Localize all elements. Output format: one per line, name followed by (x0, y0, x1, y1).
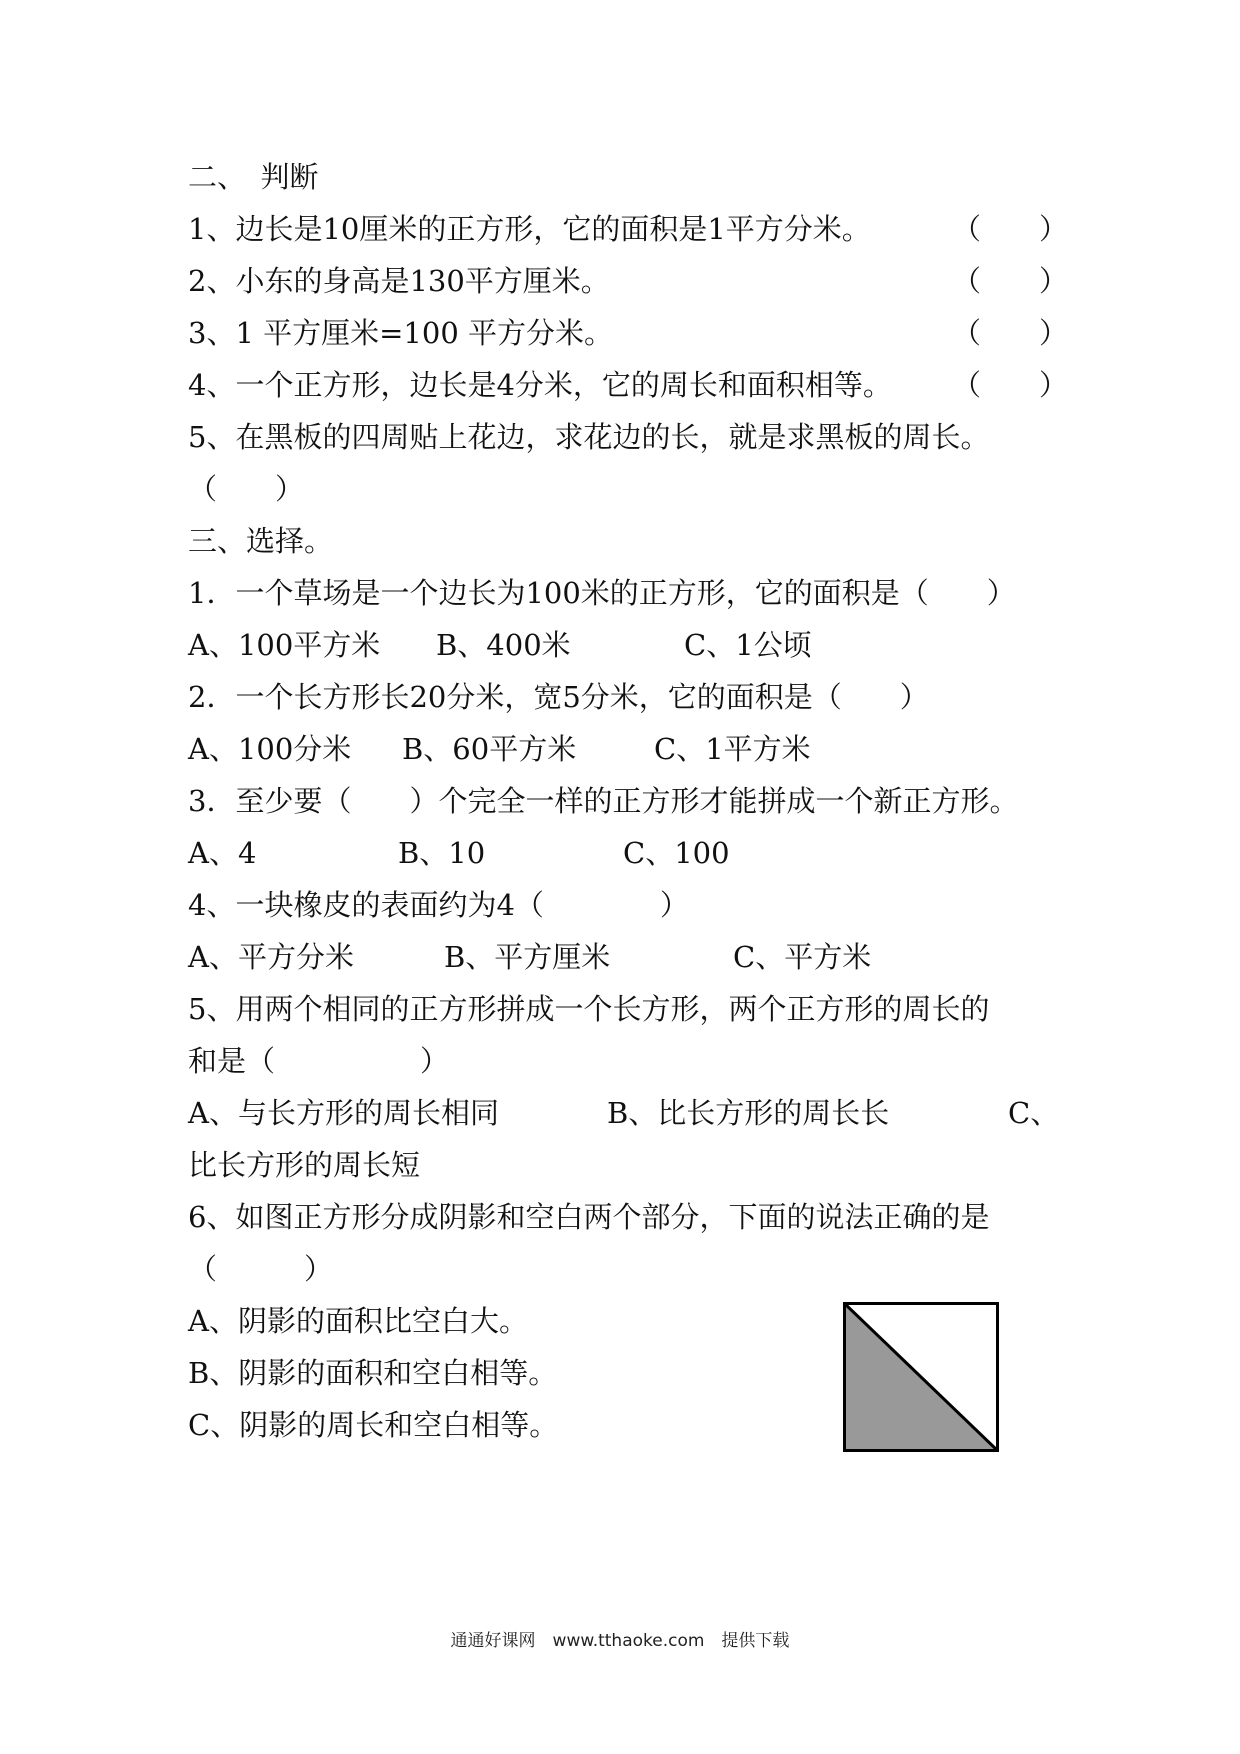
choice-q4-option-b[interactable]: B、平方厘米 (444, 940, 611, 974)
choice-q4-options (188, 931, 1068, 983)
judge-item-4-text: 4、一个正方形，边长是4分米，它的周长和面积相等。 (188, 368, 892, 402)
choice-q1-option-a[interactable]: A、100平方米 (188, 628, 381, 662)
choice-q5-stem-line-2: 和是（ ） (188, 1044, 450, 1078)
judge-item-1-text: 1、边长是10厘米的正方形，它的面积是1平方分米。 (188, 212, 871, 246)
judge-item-1-answer-blank[interactable]: （ ） (951, 212, 1068, 246)
choice-q6-option-c[interactable]: C、阴影的周长和空白相等。 (188, 1408, 559, 1442)
choice-q6-option-a[interactable]: A、阴影的面积比空白大。 (188, 1304, 528, 1338)
choice-q4-stem: 4、一块橡皮的表面约为4（ ） (188, 888, 689, 922)
choice-q3-option-c[interactable]: C、100 (623, 836, 730, 870)
section-2-title: 二、 判断 (188, 160, 319, 194)
choice-q5-option-c-label[interactable]: C、 (1008, 1096, 1060, 1130)
choice-q1-options (188, 619, 1068, 671)
choice-q5-option-b[interactable]: B、比长方形的周长长 (607, 1096, 890, 1130)
choice-q2-stem: 2．一个长方形长20分米，宽5分米，它的面积是（ ） (188, 680, 929, 714)
shaded-square-figure (843, 1302, 999, 1452)
choice-q5-option-a[interactable]: A、与长方形的周长相同 (188, 1096, 499, 1130)
choice-q3-stem: 3．至少要（ ）个完全一样的正方形才能拼成一个新正方形。 (188, 784, 1019, 818)
judge-item-2-answer-blank[interactable]: （ ） (951, 264, 1068, 298)
choice-q3-option-a[interactable]: A、4 (188, 836, 257, 870)
worksheet-content (188, 151, 1068, 1451)
judge-item-4 (188, 359, 1068, 411)
choice-q5-options (188, 1087, 1068, 1139)
judge-item-2-text: 2、小东的身高是130平方厘米。 (188, 264, 610, 298)
choice-q1-stem: 1．一个草场是一个边长为100米的正方形，它的面积是（ ） (188, 576, 1016, 610)
choice-q3-option-b[interactable]: B、10 (398, 836, 486, 870)
choice-q1-option-b[interactable]: B、400米 (436, 628, 571, 662)
choice-q2-option-c[interactable]: C、1平方米 (654, 732, 811, 766)
choice-q3-options (188, 827, 1068, 879)
choice-q1-option-c[interactable]: C、1公顷 (684, 628, 812, 662)
choice-q6-option-b[interactable]: B、阴影的面积和空白相等。 (188, 1356, 558, 1390)
choice-q5-stem-line-1: 5、用两个相同的正方形拼成一个长方形，两个正方形的周长的 (188, 992, 990, 1026)
section-3-title: 三、选择。 (188, 524, 334, 558)
judge-item-1 (188, 203, 1068, 255)
judge-item-4-answer-blank[interactable]: （ ） (951, 368, 1068, 402)
choice-q5-option-c-text[interactable]: 比长方形的周长短 (188, 1148, 421, 1182)
choice-q6-stem-line-1: 6、如图正方形分成阴影和空白两个部分，下面的说法正确的是 (188, 1200, 990, 1234)
choice-q6-stem-line-2: （ ） (188, 1252, 334, 1286)
choice-q2-option-a[interactable]: A、100分米 (188, 732, 352, 766)
judge-item-5-answer-blank[interactable]: （ ） (188, 472, 305, 506)
choice-q4-option-a[interactable]: A、平方分米 (188, 940, 354, 974)
choice-q4-option-c[interactable]: C、平方米 (733, 940, 872, 974)
judge-item-3 (188, 307, 1068, 359)
judge-item-5-text: 5、在黑板的四周贴上花边，求花边的长，就是求黑板的周长。 (188, 420, 990, 454)
choice-q2-option-b[interactable]: B、60平方米 (402, 732, 577, 766)
judge-item-3-text: 3、1 平方厘米=100 平方分米。 (188, 316, 613, 350)
judge-item-3-answer-blank[interactable]: （ ） (951, 316, 1068, 350)
judge-item-2 (188, 255, 1068, 307)
footer-credit: 通通好课网 www.tthaoke.com 提供下载 (450, 1631, 790, 1651)
choice-q2-options (188, 723, 1068, 775)
